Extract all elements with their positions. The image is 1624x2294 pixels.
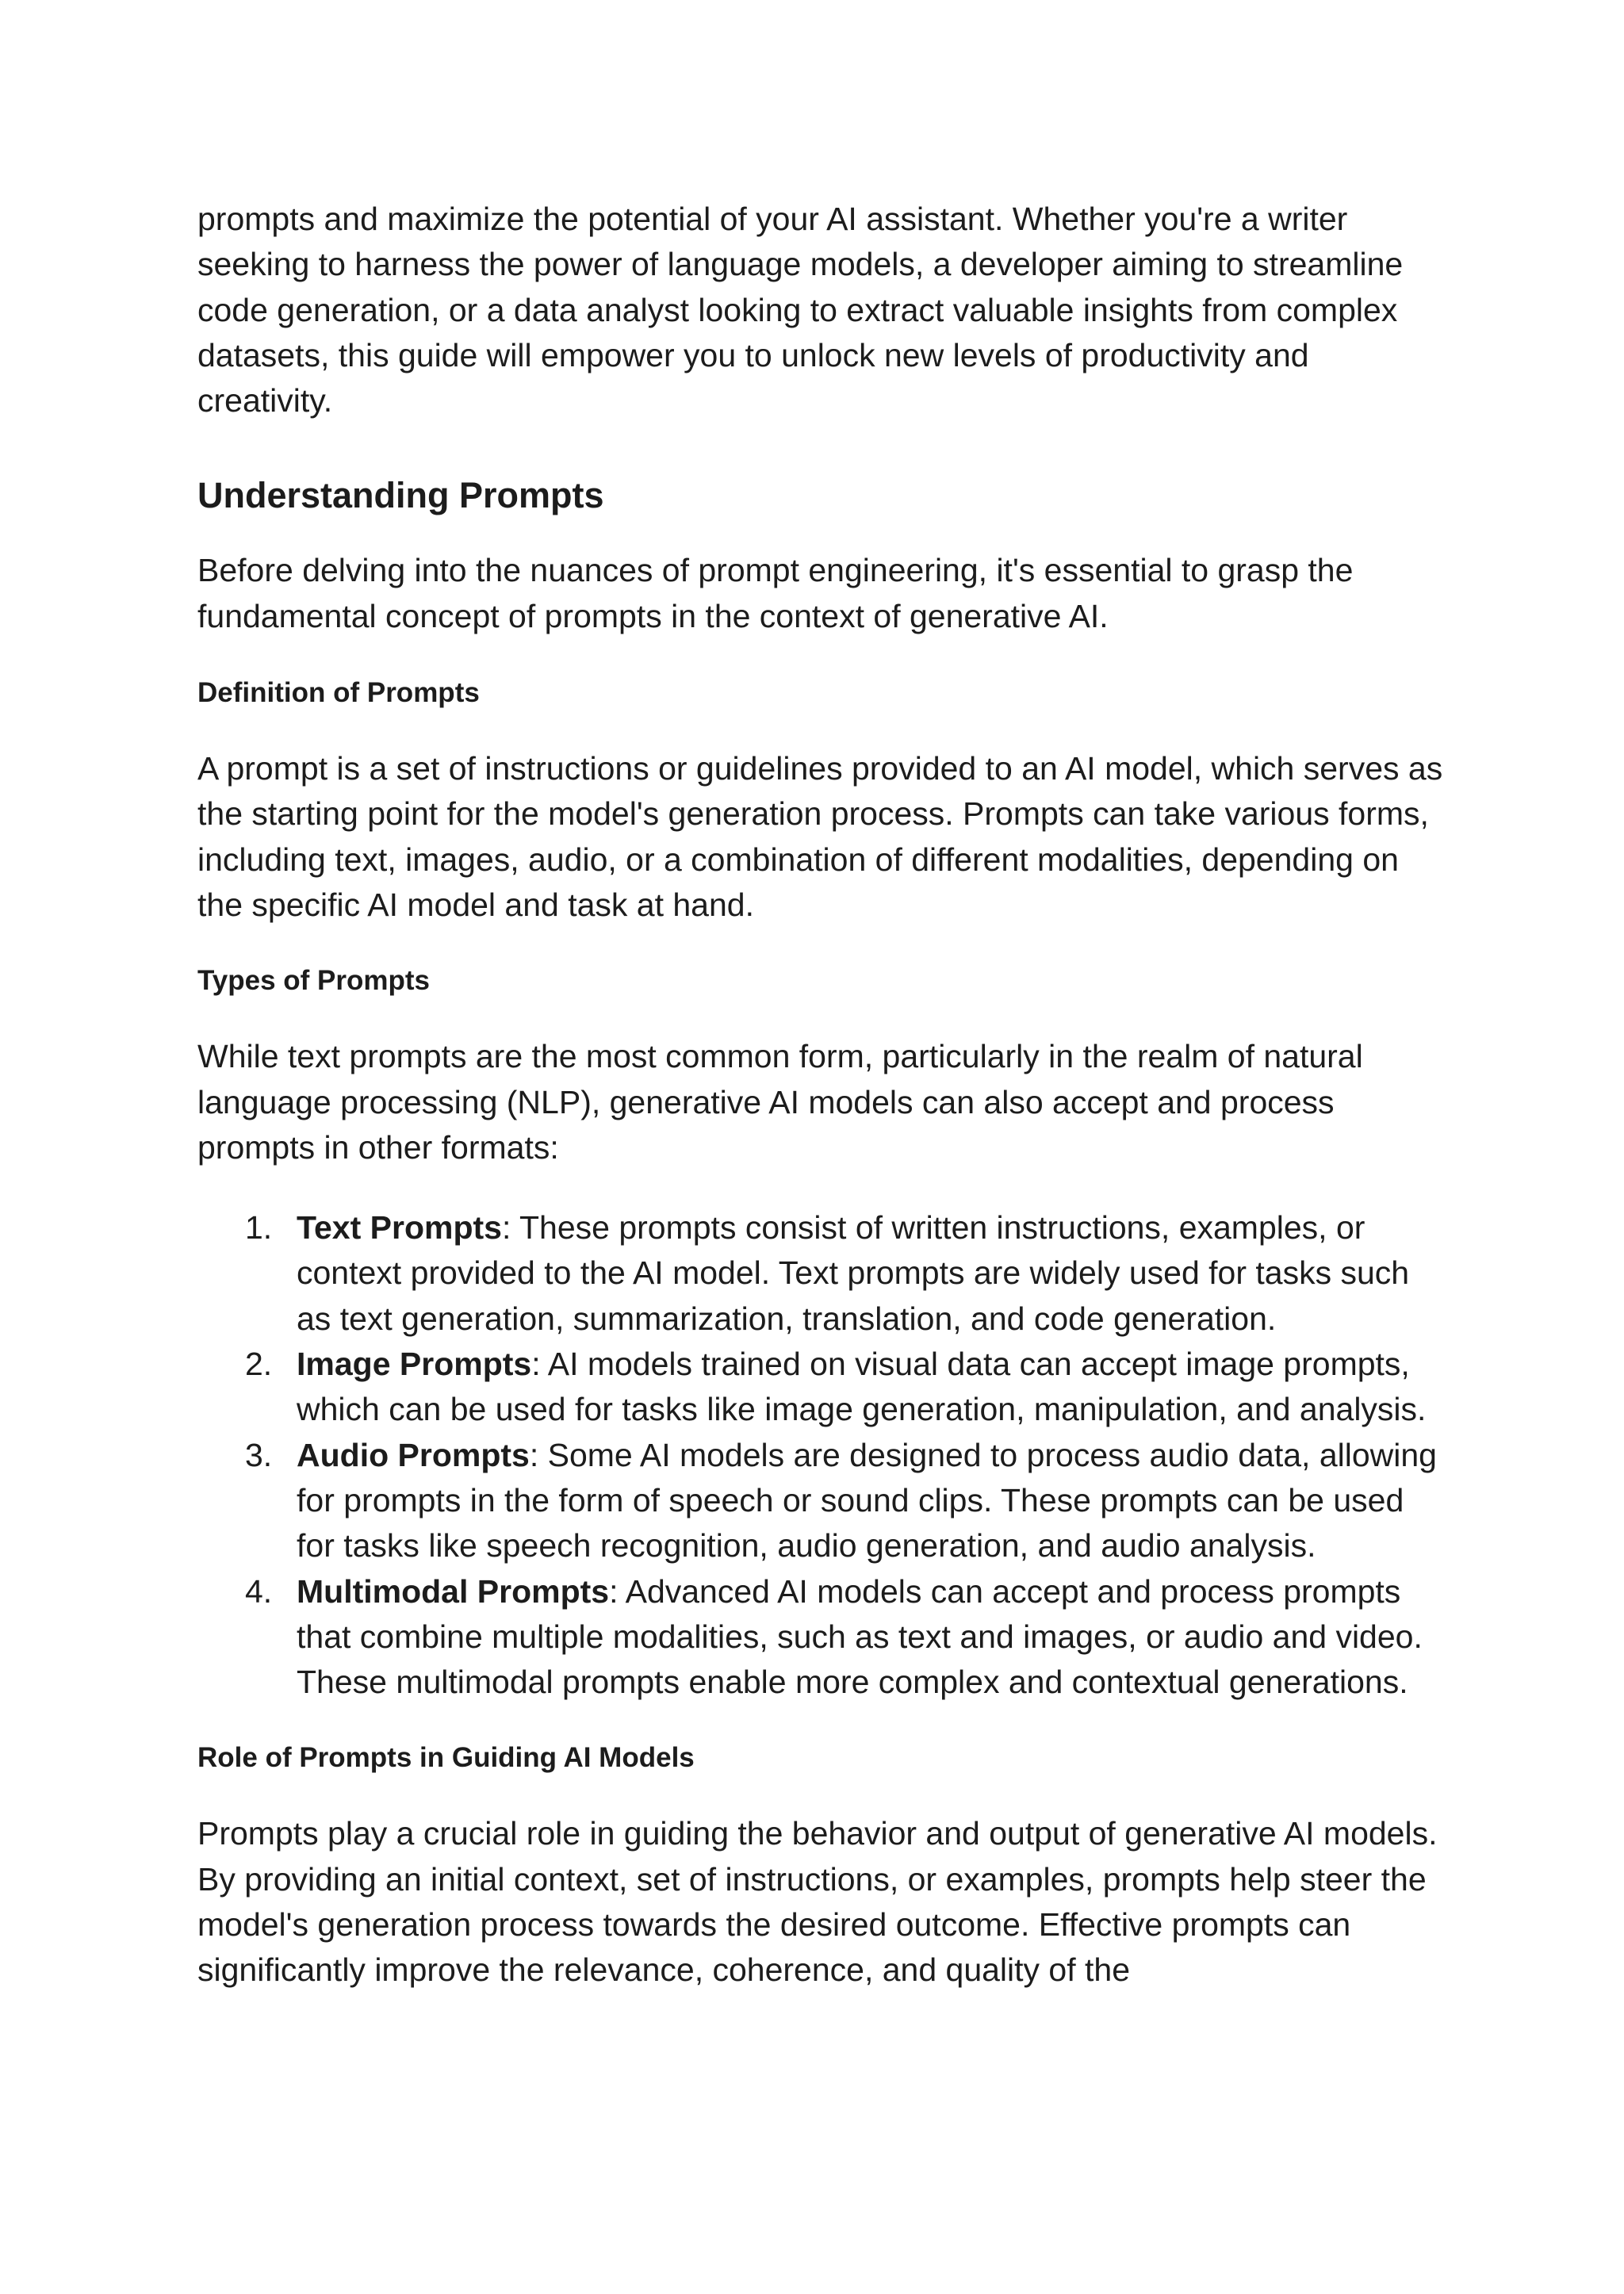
types-paragraph: While text prompts are the most common form, particularly in the realm of natural language processing (NLP), generative AI models can also accept and process prompts in other formats: (197, 1038, 1363, 1166)
list-item-number: 3. (245, 1436, 273, 1473)
list-item-description: : Advanced AI models can accept and process prompts that combine multiple modalities, such as text and images, or audio and video. These multimodal prompts enable more complex and contextual generations. (297, 1572, 1423, 1701)
role-heading: Role of Prompts in Guiding AI Models (197, 1742, 695, 1774)
list-item-number: 1. (245, 1209, 273, 1247)
list-item (197, 1205, 1450, 1342)
section-intro-paragraph: Before delving into the nuances of prompt engineering, it's essential to grasp the fundamental concept of prompts in the context of generative AI. (197, 552, 1354, 634)
list-item (197, 1433, 1450, 1569)
list-item-number: 4. (245, 1572, 273, 1610)
list-item-term: Audio Prompts (297, 1436, 530, 1473)
document-page (197, 197, 1450, 1993)
definition-paragraph: A prompt is a set of instructions or guidelines provided to an AI model, which serves as the starting point for the model's generation process. Prompts can take various forms, including text, images, audio, or a combination of different modalities, depending on the specific AI model and task at hand. (197, 750, 1443, 923)
list-item-description: : These prompts consist of written instructions, examples, or context provided to the AI model. Text prompts are widely used for tasks such as text generation, summarization, translation, and code generation. (297, 1209, 1410, 1337)
types-heading: Types of Prompts (197, 965, 431, 997)
list-item-description: : Some AI models are designed to process audio data, allowing for prompts in the form of speech or sound clips. These prompts can be used for tasks like speech recognition, audio generation, and audio analysis. (297, 1436, 1437, 1564)
types-list (197, 1205, 1450, 1705)
intro-paragraph: prompts and maximize the potential of your AI assistant. Whether you're a writer seeking to harness the power of language models, a developer aiming to streamline code generation, or a data analyst looking to extract valuable insights from complex datasets, this guide will empower you to unlock new levels of productivity and creativity. (197, 201, 1404, 419)
list-item-number: 2. (245, 1346, 273, 1383)
list-item-term: Image Prompts (297, 1346, 532, 1383)
list-item-term: Multimodal Prompts (297, 1572, 610, 1610)
list-item (197, 1342, 1450, 1433)
list-item (197, 1569, 1450, 1706)
role-paragraph: Prompts play a crucial role in guiding the behavior and output of generative AI models. By providing an initial context, set of instructions, or examples, prompts help steer the model's generation process towards the desired outcome. Effective prompts can significantly improve the relevance, coherence, and quality of the (197, 1815, 1438, 1989)
section-title: Understanding Prompts (197, 475, 604, 516)
definition-heading: Definition of Prompts (197, 677, 480, 709)
list-item-description: : AI models trained on visual data can accept image prompts, which can be used for tasks like image generation, manipulation, and analysis. (297, 1346, 1427, 1428)
list-item-term: Text Prompts (297, 1209, 502, 1247)
